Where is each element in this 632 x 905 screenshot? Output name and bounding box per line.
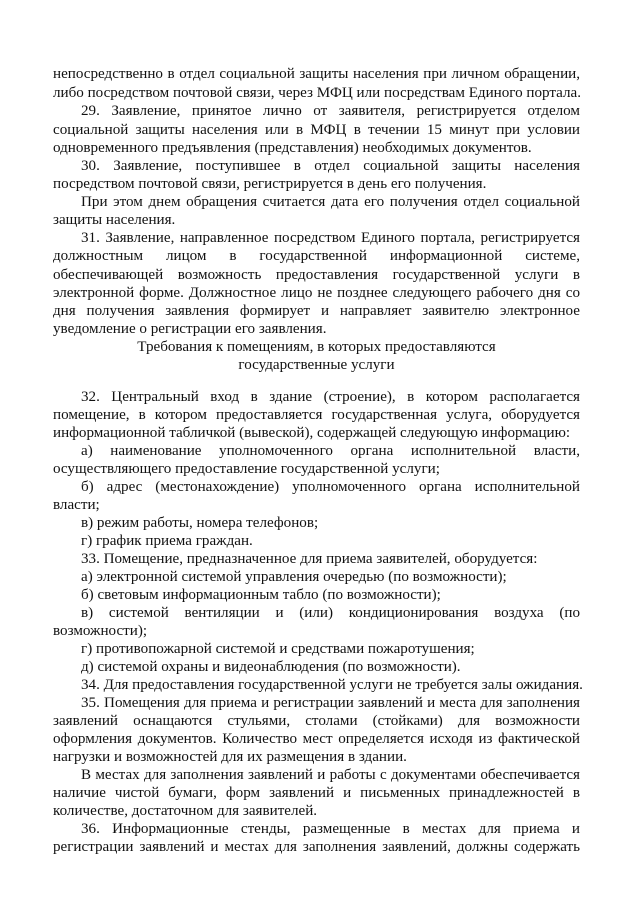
text-line: 36. Информационные стенды, размещенные в местах для приема и <box>81 821 580 837</box>
text-line: заявлений оснащаются стульями, столами (стойками) для возможности <box>53 713 580 729</box>
text-line: осуществляющего предоставление государственной услуги; <box>53 461 440 477</box>
text-line: оформления документов. Количество мест определяется исходя из фактической <box>53 731 580 747</box>
text-line: социальной защиты населения или в МФЦ в течении 15 минут при условии <box>53 122 580 138</box>
text-line: посредством почтовой связи, регистрируется в день его получения. <box>53 176 487 192</box>
text-line: 30. Заявление, поступившее в отдел социальной защиты населения <box>81 158 580 174</box>
text-line: 35. Помещения для приема и регистрации заявлений и места для заполнения <box>81 695 580 711</box>
text-line: защиты населения. <box>53 212 176 228</box>
text-line: количестве, достаточном для заявителей. <box>53 803 318 819</box>
text-line: уведомление о регистрации его заявления. <box>53 321 327 337</box>
text-line: б) световым информационным табло (по возможности); <box>81 587 441 603</box>
section-heading: Требования к помещениям, в которых предоставляются <box>137 339 496 355</box>
text-line: нагрузки и возможностей для их размещения в здании. <box>53 749 407 765</box>
text-line: регистрации заявлений и местах для заполнения заявлений, должны содержать <box>53 839 580 855</box>
text-line: информационной табличкой (вывеской), содержащей следующую информацию: <box>53 425 571 441</box>
text-line: При этом днем обращения считается дата его получения отдел социальной <box>81 194 580 210</box>
text-line: непосредственно в отдел социальной защиты населения при личном обращении, <box>53 66 580 82</box>
text-line: дня получения заявления формирует и направляет заявителю электронное <box>53 303 580 319</box>
text-line: 33. Помещение, предназначенное для приема заявителей, оборудуется: <box>81 551 538 567</box>
text-line: а) наименование уполномоченного органа исполнительной власти, <box>81 443 580 459</box>
text-line: 31. Заявление, направленное посредством Единого портала, регистрируется <box>81 230 580 246</box>
text-line: электронной форме. Должностное лицо не позднее следующего рабочего дня со <box>53 285 580 301</box>
text-line: г) противопожарной системой и средствами пожаротушения; <box>81 641 475 657</box>
text-line: должностным лицом в государственной информационной системе, <box>53 248 580 264</box>
text-line: либо посредством почтовой связи, через МФЦ или посредствам Единого портала. <box>53 85 582 101</box>
text-line: 29. Заявление, принятое лично от заявителя, регистрируется отделом <box>81 103 580 119</box>
text-line: 32. Центральный вход в здание (строение), в котором располагается <box>81 389 580 405</box>
text-line: наличие чистой бумаги, форм заявлений и письменных принадлежностей в <box>53 785 580 801</box>
text-line: возможности); <box>53 623 148 639</box>
text-line: г) график приема граждан. <box>81 533 253 549</box>
text-line: власти; <box>53 497 100 513</box>
text-line: д) системой охраны и видеонаблюдения (по возможности). <box>81 659 461 675</box>
text-line: помещение, в котором предоставляется государственная услуга, оборудуется <box>53 407 580 423</box>
text-line: 34. Для предоставления государственной услуги не требуется залы ожидания. <box>81 677 583 693</box>
text-line: в) режим работы, номера телефонов; <box>81 515 319 531</box>
text-line: В местах для заполнения заявлений и работы с документами обеспечивается <box>81 767 580 783</box>
text-line: а) электронной системой управления очередью (по возможности); <box>81 569 507 585</box>
text-line: одновременного предъявления (представления) необходимых документов. <box>53 140 532 156</box>
text-line: обеспечивающей возможность предоставления государственной услуги в <box>53 267 580 283</box>
text-line: б) адрес (местонахождение) уполномоченного органа исполнительной <box>81 479 580 495</box>
text-line: в) системой вентиляции и (или) кондиционирования воздуха (по <box>81 605 580 621</box>
section-heading: государственные услуги <box>238 357 395 373</box>
